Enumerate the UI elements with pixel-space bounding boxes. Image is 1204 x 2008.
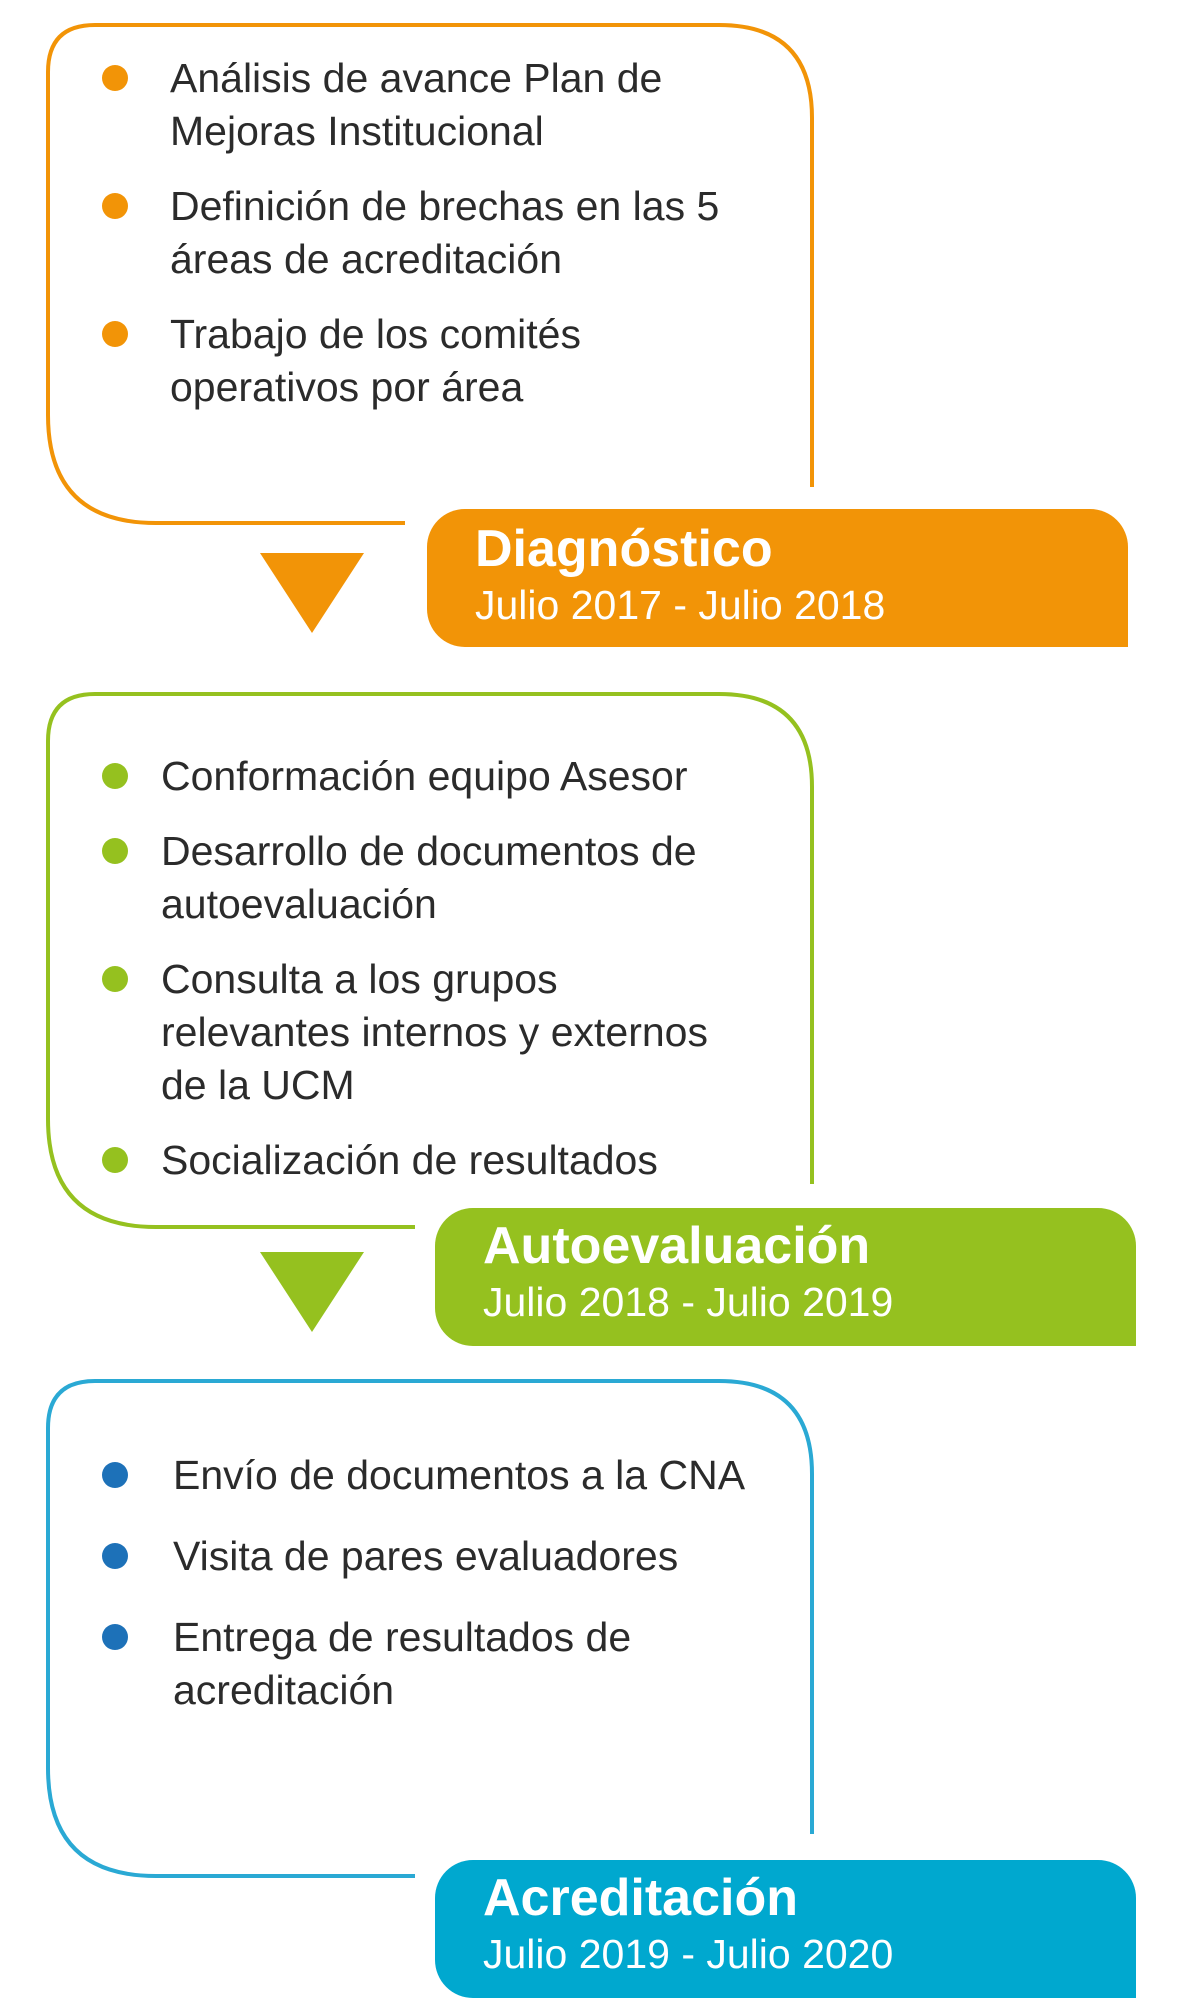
stage-2-tab xyxy=(435,1208,1136,1346)
stage-dates: Julio 2018 - Julio 2019 xyxy=(483,1279,894,1325)
bullet-icon xyxy=(102,65,128,91)
bullet-icon xyxy=(102,1147,128,1173)
bullet-icon xyxy=(102,1543,128,1569)
list-item xyxy=(102,750,792,803)
list-item-text: Análisis de avance Plan de Mejoras Institucional xyxy=(170,55,663,154)
bullet-icon xyxy=(102,838,128,864)
list-item xyxy=(102,308,792,414)
list-item xyxy=(102,1134,792,1187)
list-item xyxy=(102,953,792,1112)
stage-3-items xyxy=(102,1449,792,1717)
list-item xyxy=(102,52,792,158)
list-item-text: Trabajo de los comités operativos por área xyxy=(170,311,581,410)
stage-dates: Julio 2017 - Julio 2018 xyxy=(475,582,886,628)
stage-title: Acreditación xyxy=(483,1869,798,1927)
stage-title: Autoevaluación xyxy=(483,1217,871,1275)
list-item xyxy=(102,1530,792,1583)
list-item-text: Conformación equipo Asesor xyxy=(161,753,688,799)
bullet-icon xyxy=(102,763,128,789)
list-item xyxy=(102,825,792,931)
stage-1-tab xyxy=(427,509,1128,647)
list-item-text: Consulta a los grupos relevantes internos y externos de la UCM xyxy=(161,956,708,1108)
stage-1-items xyxy=(102,52,792,414)
list-item-text: Socialización de resultados xyxy=(161,1137,658,1183)
list-item-text: Desarrollo de documentos de autoevaluación xyxy=(161,828,697,927)
list-item xyxy=(102,180,792,286)
list-item-text: Visita de pares evaluadores xyxy=(173,1533,679,1579)
stage-dates: Julio 2019 - Julio 2020 xyxy=(483,1931,894,1977)
bullet-icon xyxy=(102,966,128,992)
bullet-icon xyxy=(102,321,128,347)
down-arrow-icon xyxy=(260,553,364,633)
down-arrow-icon xyxy=(260,1252,364,1332)
list-item-text: Definición de brechas en las 5 áreas de acreditación xyxy=(170,183,720,282)
bullet-icon xyxy=(102,1624,128,1650)
stage-2-items xyxy=(102,750,792,1187)
list-item xyxy=(102,1449,792,1502)
stage-3-tab xyxy=(435,1860,1136,1998)
list-item-text: Envío de documentos a la CNA xyxy=(173,1452,746,1498)
bullet-icon xyxy=(102,1462,128,1488)
bullet-icon xyxy=(102,193,128,219)
list-item-text: Entrega de resultados de acreditación xyxy=(173,1614,632,1713)
list-item xyxy=(102,1611,792,1717)
stage-title: Diagnóstico xyxy=(475,520,773,578)
